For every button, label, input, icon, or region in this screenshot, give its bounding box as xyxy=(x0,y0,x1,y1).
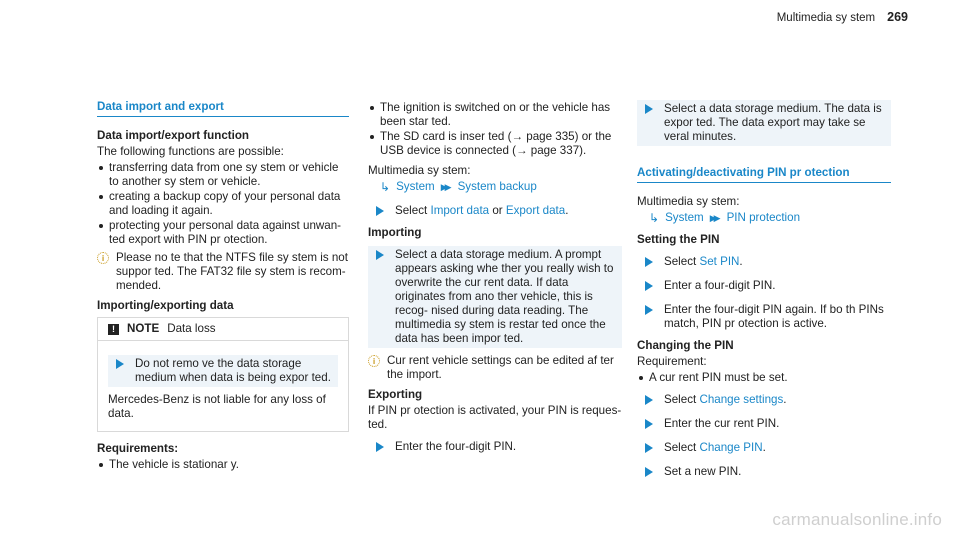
changing-requirements-list xyxy=(637,371,891,385)
running-header xyxy=(777,10,908,25)
change-step-4 xyxy=(637,463,891,481)
setting-step-3-text: Enter the four-digit PIN again. If bo th PINs match, PIN pr otection is active. xyxy=(664,303,884,330)
info-icon: i xyxy=(97,252,109,264)
select-suffix: . xyxy=(739,255,743,268)
step-arrow-icon xyxy=(376,206,385,216)
option-import-data[interactable]: Import data xyxy=(430,204,490,217)
select-step-text xyxy=(395,204,568,218)
watermark: carmanualsonline.info xyxy=(772,510,942,529)
step-arrow-icon xyxy=(645,257,654,267)
requirements-heading: Requirements: xyxy=(97,442,179,455)
double-chevron-icon: ▶▶ xyxy=(709,213,718,223)
function-heading: Data import/export function xyxy=(97,129,250,142)
requirements-list-cont xyxy=(368,101,622,158)
step-arrow-icon xyxy=(376,250,385,260)
setting-step-1 xyxy=(637,253,891,271)
list-item: The vehicle is stationar y. xyxy=(97,458,349,472)
importing-heading: Importing xyxy=(368,226,422,239)
import-note xyxy=(368,354,622,382)
notice-title: Data loss xyxy=(167,322,216,335)
section-title-data-import: Data import and export xyxy=(97,100,349,117)
step-arrow-icon xyxy=(645,419,654,429)
import-step-text: Select a data storage medium. A prompt appears asking whe ther you really wish to overwrite the cur rent data. If data originates from ano ther vehicle, this is recog‐ nised during data reading. The multimedia sy stem is restar ted once the data has been impor ted. xyxy=(395,248,614,345)
step-arrow-icon xyxy=(645,305,654,315)
select-or: or xyxy=(492,204,503,217)
export-medium-step xyxy=(637,100,891,146)
setting-step-3 xyxy=(637,301,891,333)
change-step-2-text: Enter the cur rent PIN. xyxy=(664,417,780,430)
menu-entry-icon: ↳ xyxy=(380,180,391,194)
option-change-settings[interactable]: Change settings xyxy=(699,393,784,406)
menu-item-system[interactable]: System xyxy=(665,211,704,224)
change-step-3 xyxy=(637,439,891,457)
menu-item-system[interactable]: System xyxy=(396,180,435,193)
import-step xyxy=(368,246,622,348)
change-step-4-text: Set a new PIN. xyxy=(664,465,742,478)
list-item: The SD card is inser ted (→ page 335) or the USB device is connected (→ page 337). xyxy=(368,130,622,158)
export-step xyxy=(368,438,622,456)
step-arrow-icon xyxy=(645,281,654,291)
notice-label: NOTE xyxy=(127,322,160,335)
setting-step-2-text: Enter a four-digit PIN. xyxy=(664,279,776,292)
menu-entry-icon: ↳ xyxy=(649,211,660,225)
list-item: transferring data from one sy stem or vehicle to another sy stem or vehicle. xyxy=(97,161,349,189)
info-icon: i xyxy=(368,355,380,367)
list-item: A cur rent PIN must be set. xyxy=(637,371,891,385)
change-step-1-text xyxy=(664,393,787,407)
setting-pin-heading: Setting the PIN xyxy=(637,233,720,246)
step-arrow-icon xyxy=(645,467,654,477)
select-suffix: . xyxy=(762,441,766,454)
menu-path xyxy=(637,211,891,225)
requirements-list xyxy=(97,458,349,472)
step-arrow-icon xyxy=(645,443,654,453)
notice-step-text: Do not remo ve the data storage medium when data is being expor ted. xyxy=(135,357,331,384)
import-export-heading: Importing/exporting data xyxy=(97,299,234,312)
select-prefix: Select xyxy=(664,441,697,454)
import-note-text: Cur rent vehicle settings can be edited af ter the import. xyxy=(387,354,614,381)
multimedia-label: Multimedia sy stem: xyxy=(637,195,740,208)
export-text: If PIN pr otection is activated, your PIN is reques‐ ted. xyxy=(368,404,622,431)
option-set-pin[interactable]: Set PIN xyxy=(699,255,740,268)
change-step-2 xyxy=(637,415,891,433)
changing-pin-heading: Changing the PIN xyxy=(637,339,734,352)
select-prefix: Select xyxy=(395,204,428,217)
list-item: The ignition is switched on or the vehicle has been star ted. xyxy=(368,101,622,129)
list-item: creating a backup copy of your personal data and loading it again. xyxy=(97,190,349,218)
page-number: 269 xyxy=(887,10,908,24)
menu-item-pin-protection[interactable]: PIN protection xyxy=(726,211,801,224)
notice-text: Mercedes-Benz is not liable for any loss of data. xyxy=(108,393,326,420)
menu-path xyxy=(368,180,622,194)
column-2 xyxy=(368,100,622,462)
notice-body xyxy=(98,341,348,431)
notice-step xyxy=(108,355,338,387)
info-note-text: Please no te that the NTFS file sy stem is not suppor ted. The FAT32 file sy stem is recom‐ mended. xyxy=(116,251,348,292)
section-title-pin: Activating/deactivating PIN pr otection xyxy=(637,166,891,183)
select-suffix: . xyxy=(783,393,787,406)
column-3 xyxy=(637,100,891,487)
select-prefix: Select xyxy=(664,393,697,406)
warning-icon: ! xyxy=(108,324,119,335)
list-item: protecting your personal data against unwan‐ ted export with PIN pr otection. xyxy=(97,219,349,247)
change-step-1 xyxy=(637,391,891,409)
intro-text: The following functions are possible: xyxy=(97,145,284,158)
export-step-text: Enter the four-digit PIN. xyxy=(395,440,517,453)
setting-step-1-text xyxy=(664,255,743,269)
select-prefix: Select xyxy=(664,255,697,268)
select-suffix: . xyxy=(565,204,569,217)
option-change-pin[interactable]: Change PIN xyxy=(699,441,763,454)
option-export-data[interactable]: Export data xyxy=(505,204,566,217)
menu-item-system-backup[interactable]: System backup xyxy=(457,180,537,193)
change-step-3-text xyxy=(664,441,766,455)
export-medium-step-text: Select a data storage medium. The data is expor ted. The data export may take se veral minutes. xyxy=(664,102,882,143)
exporting-heading: Exporting xyxy=(368,388,423,401)
info-note xyxy=(97,251,349,293)
header-title: Multimedia sy stem xyxy=(776,12,876,24)
function-list xyxy=(97,161,349,247)
step-arrow-icon xyxy=(645,104,654,114)
notice-box xyxy=(97,317,349,432)
notice-header xyxy=(98,318,348,341)
changing-requirement-label: Requirement: xyxy=(637,355,707,368)
step-arrow-icon xyxy=(116,359,125,369)
double-chevron-icon: ▶▶ xyxy=(440,182,449,192)
select-step xyxy=(368,202,622,220)
step-arrow-icon xyxy=(645,395,654,405)
multimedia-label: Multimedia sy stem: xyxy=(368,164,471,177)
setting-step-2 xyxy=(637,277,891,295)
column-1 xyxy=(97,100,349,473)
step-arrow-icon xyxy=(376,442,385,452)
